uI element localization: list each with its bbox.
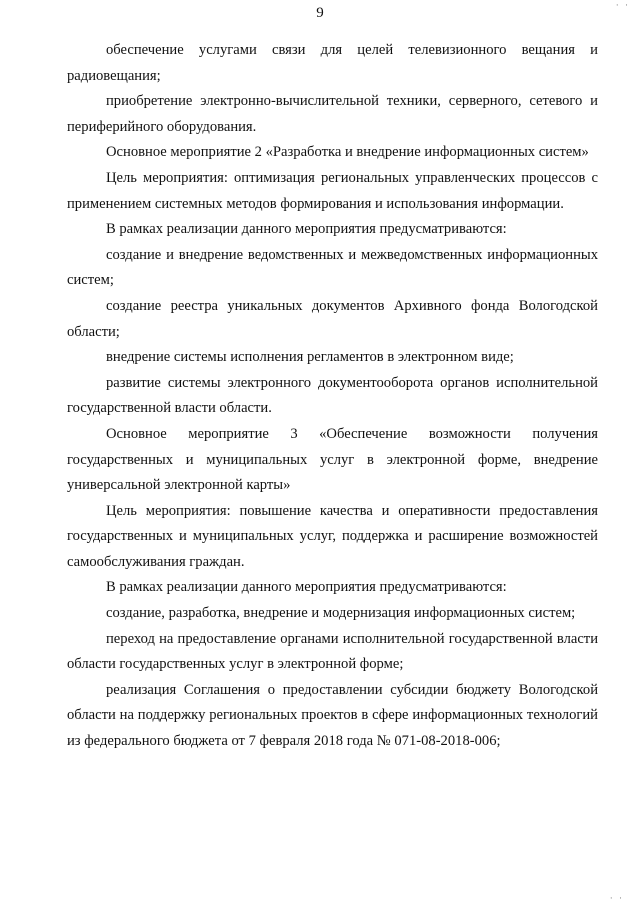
- paragraph: Цель мероприятия: оптимизация региональных управленческих процессов с применением системных методов формирования и использования информации.: [67, 169, 598, 212]
- paragraph: развитие системы электронного документооборота органов исполнительной государственной власти области.: [67, 374, 598, 417]
- paragraph: Основное мероприятие 3 «Обеспечение возможности получения государственных и муниципальных услуг в электронной форме, внедрение универсальной электронной карты»: [67, 425, 598, 494]
- scan-corner-mark: · ·: [615, 0, 630, 10]
- paragraph: создание, разработка, внедрение и модернизация информационных систем;: [106, 605, 576, 622]
- scan-corner-mark: · ·: [609, 893, 624, 903]
- paragraph: В рамках реализации данного мероприятия предусматриваются:: [106, 221, 507, 238]
- document-body: [67, 38, 598, 755]
- paragraph: внедрение системы исполнения регламентов в электронном виде;: [106, 349, 514, 366]
- paragraph: создание реестра уникальных документов Архивного фонда Вологодской области;: [67, 297, 598, 340]
- paragraph: обеспечение услугами связи для целей телевизионного вещания и радиовещания;: [67, 42, 598, 84]
- page-number: 9: [316, 5, 324, 21]
- paragraph: реализация Соглашения о предоставлении субсидии бюджету Вологодской области на поддержку региональных проектов в сфере информационных технологий из федерального бюджета от 7 февраля 2018 года № 071-08-2018-006;: [67, 681, 598, 750]
- paragraph: В рамках реализации данного мероприятия предусматриваются:: [106, 579, 507, 596]
- paragraph: Цель мероприятия: повышение качества и оперативности предоставления государственных и муниципальных услуг, поддержка и расширение возможностей самообслуживания граждан.: [67, 502, 598, 570]
- paragraph: Основное мероприятие 2 «Разработка и внедрение информационных систем»: [106, 144, 589, 161]
- paragraph: переход на предоставление органами исполнительной государственной власти области государственных услуг в электронной форме;: [67, 630, 598, 673]
- paragraph: приобретение электронно-вычислительной техники, серверного, сетевого и периферийного оборудования.: [67, 93, 598, 135]
- paragraph: создание и внедрение ведомственных и межведомственных информационных систем;: [67, 246, 598, 289]
